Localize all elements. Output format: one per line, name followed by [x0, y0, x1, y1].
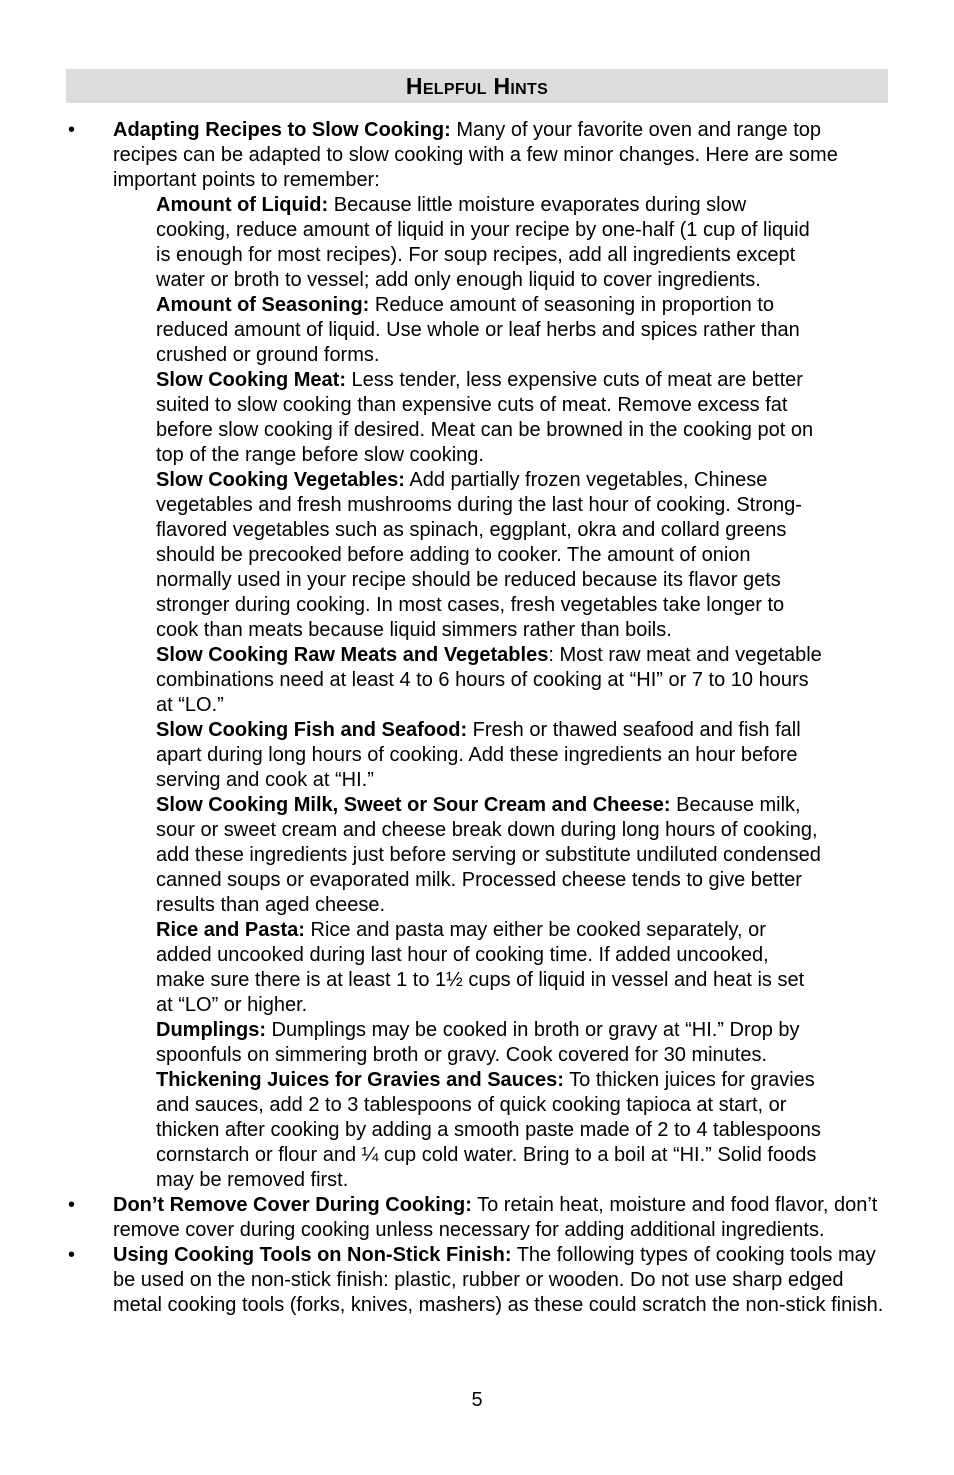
bullet-icon: •: [68, 1244, 76, 1266]
bullet-text: To retain heat, moisture and food flavor, don’t remove cover during cooking unless necessary for adding additional ingredients.: [113, 1194, 878, 1241]
hints-list: [0, 118, 954, 1318]
sub-item-heading: Slow Cooking Milk, Sweet or Sour Cream and Cheese:: [156, 794, 671, 816]
sub-item-text: Dumplings may be cooked in broth or gravy at “HI.” Drop by spoonfuls on simmering broth or gravy. Cook covered for 30 minutes.: [156, 1019, 800, 1066]
sub-item-slow-cooking-meat: [156, 368, 822, 468]
bullet-icon: •: [68, 1194, 76, 1216]
sub-item-dumplings: [156, 1018, 822, 1068]
sub-item-rice-and-pasta: [156, 918, 822, 1018]
page-number: 5: [471, 1389, 483, 1411]
sub-item-text: Less tender, less expensive cuts of meat are better suited to slow cooking than expensive cuts of meat. Remove excess fat before slow cooking if desired. Meat can be browned in the cooking pot on top of the range before slow cooking.: [156, 369, 814, 466]
sub-item-amount-of-liquid: [156, 193, 822, 293]
bullet-text: Many of your favorite oven and range top recipes can be adapted to slow cooking with a few minor changes. Here are some important points to remember:: [113, 119, 838, 191]
bullet-heading: Adapting Recipes to Slow Cooking:: [113, 119, 451, 141]
sub-item-heading: Slow Cooking Meat:: [156, 369, 346, 391]
section-header-bar: [66, 69, 888, 103]
bullet-item-dont-remove-cover: [0, 1193, 954, 1243]
sub-item-heading: Amount of Liquid:: [156, 194, 329, 216]
sub-item-heading: Dumplings:: [156, 1019, 266, 1041]
sub-item-text: Fresh or thawed seafood and fish fall apart during long hours of cooking. Add these ingredients an hour before serving and cook at “HI.”: [156, 719, 801, 791]
bullet-icon: •: [68, 119, 76, 141]
sub-item-thickening-juices: [156, 1068, 822, 1193]
sub-item-text: Because little moisture evaporates during slow cooking, reduce amount of liquid in your recipe by one-half (1 cup of liquid is enough for most recipes). For soup recipes, add all ingredients except water or broth to vessel; add only enough liquid to cover ingredients.: [156, 194, 810, 291]
sub-item-slow-cooking-vegetables: [156, 468, 822, 643]
sub-item-heading: Thickening Juices for Gravies and Sauces:: [156, 1069, 564, 1091]
sub-item-text: Because milk, sour or sweet cream and cheese break down during long hours of cooking, add these ingredients just before serving or substitute undiluted condensed canned soups or evaporated milk. Processed cheese tends to give better results than aged cheese.: [156, 794, 821, 916]
sub-item-heading: Slow Cooking Vegetables:: [156, 469, 405, 491]
sub-item-amount-of-seasoning: [156, 293, 822, 368]
sub-item-text: Add partially frozen vegetables, Chinese vegetables and fresh mushrooms during the last hour of cooking. Strong-flavored vegetables such as spinach, eggplant, okra and collard greens should be precooked before adding to cooker. The amount of onion normally used in your recipe should be reduced because its flavor gets stronger during cooking. In most cases, fresh vegetables take longer to cook than meats because liquid simmers rather than boils.: [156, 469, 802, 641]
sub-item-milk-cream-cheese: [156, 793, 822, 918]
sub-item-text: Reduce amount of seasoning in proportion to reduced amount of liquid. Use whole or leaf herbs and spices rather than crushed or ground forms.: [156, 294, 800, 366]
sub-hints-list: [113, 193, 888, 1193]
bullet-text: The following types of cooking tools may be used on the non-stick finish: plastic, rubber or wooden. Do not use sharp edged metal cooking tools (forks, knives, mashers) as these could scratch the non-stick finish.: [113, 1244, 884, 1316]
bullet-paragraph: [113, 1193, 888, 1243]
sub-item-text: : Most raw meat and vegetable combinations need at least 4 to 6 hours of cooking at “HI” or 7 to 10 hours at “LO.”: [156, 644, 822, 716]
sub-item-text: To thicken juices for gravies and sauces, add 2 to 3 tablespoons of quick cooking tapioca at start, or thicken after cooking by adding a smooth paste made of 2 to 4 tablespoons cornstarch or flour and ¼ cup cold water. Bring to a boil at “HI.” Solid foods may be removed first.: [156, 1069, 821, 1191]
sub-item-text: Rice and pasta may either be cooked separately, or added uncooked during last hour of cooking time. If added uncooked, make sure there is at least 1 to 1½ cups of liquid in vessel and heat is set at “LO” or higher.: [156, 919, 805, 1016]
bullet-item-cooking-tools: [0, 1243, 954, 1318]
bullet-item-adapting-recipes: [0, 118, 954, 1193]
sub-item-fish-and-seafood: [156, 718, 822, 793]
sub-item-heading: Slow Cooking Raw Meats and Vegetables: [156, 644, 549, 666]
sub-item-heading: Rice and Pasta:: [156, 919, 305, 941]
bullet-heading: Don’t Remove Cover During Cooking:: [113, 1194, 472, 1216]
page-title: Helpful Hints: [405, 73, 549, 99]
bullet-heading: Using Cooking Tools on Non-Stick Finish:: [113, 1244, 512, 1266]
sub-item-heading: Slow Cooking Fish and Seafood:: [156, 719, 468, 741]
bullet-paragraph: [113, 118, 888, 193]
sub-item-heading: Amount of Seasoning:: [156, 294, 370, 316]
sub-item-raw-meats-and-vegetables: [156, 643, 822, 718]
bullet-paragraph: [113, 1243, 888, 1318]
